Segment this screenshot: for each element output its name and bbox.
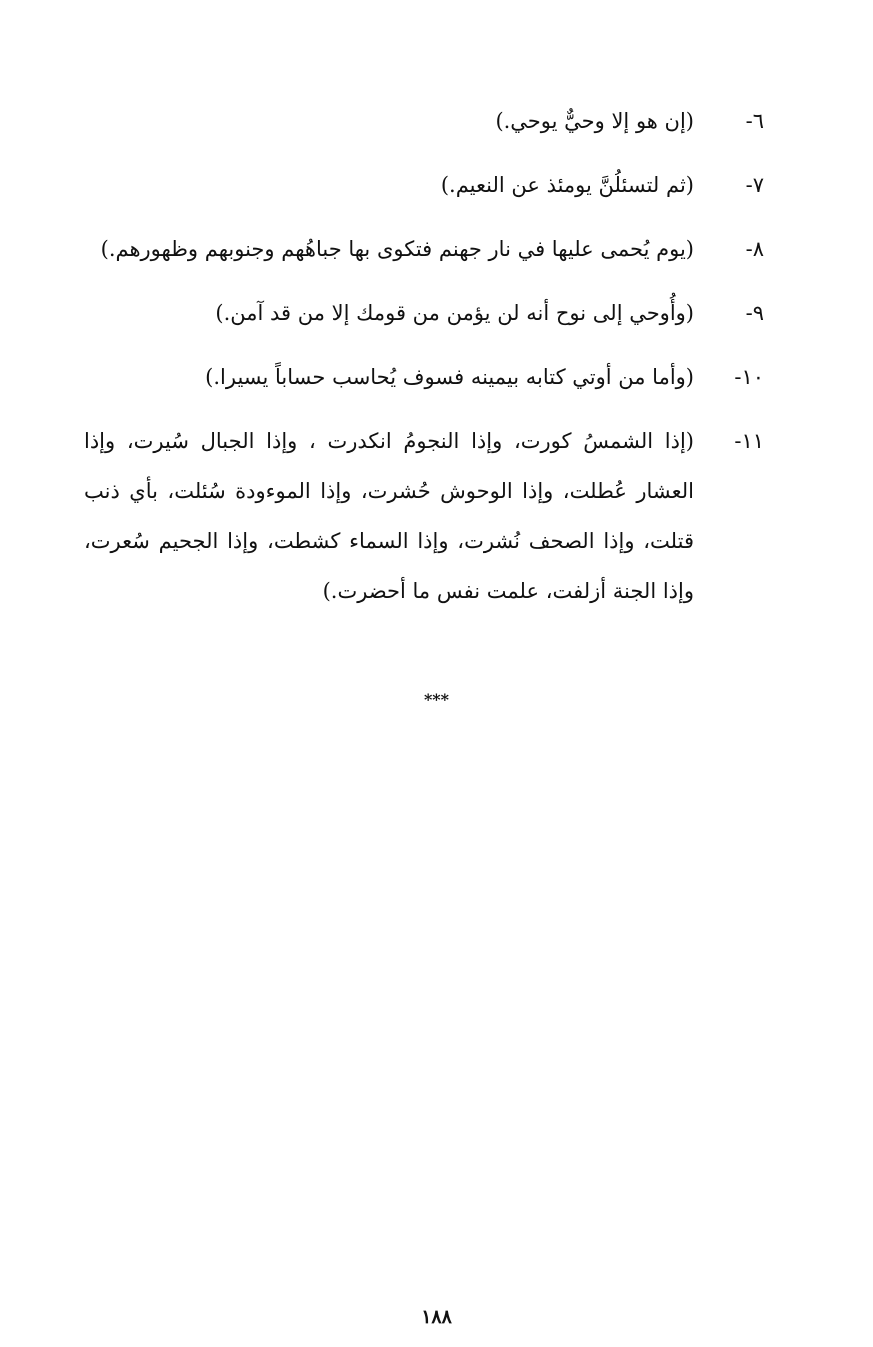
list-item: [84, 288, 764, 338]
item-text: (إن هو إلا وحيٌّ يوحي.): [495, 109, 694, 133]
item-text: (إذا الشمسُ كورت، وإذا النجومُ انكدرت ، وإذا الجبال سُيرت، وإذا العشار عُطلت، وإذا الوحوش حُشرت، وإذا الموءودة سُئلت، بأي ذنب قتلت، وإذا الصحف نُشرت، وإذا السماء كشطت، وإذا الجحيم سُعرت، وإذا الجنة أزلفت، علمت نفس ما أحضرت.): [84, 429, 694, 603]
list-item: [84, 352, 764, 402]
verse-list: [84, 96, 764, 630]
item-number: ٧-: [745, 173, 764, 197]
item-text: (وأما من أوتي كتابه بيمينه فسوف يُحاسب حساباً يسيرا.): [205, 365, 694, 389]
list-item: [84, 96, 764, 146]
item-number: ١١-: [734, 429, 764, 453]
list-item: [84, 224, 764, 274]
page-number: ١٨٨: [421, 1306, 452, 1328]
item-number: ١٠-: [734, 365, 764, 389]
item-number: ٩-: [745, 301, 764, 325]
item-number: ٦-: [745, 109, 764, 133]
item-text: (ثم لتسئلُنَّ يومئذ عن النعيم.): [440, 173, 694, 197]
list-item: [84, 160, 764, 210]
section-divider: ***: [423, 690, 450, 709]
item-text: (وأُوحي إلى نوح أنه لن يؤمن من قومك إلا من قد آمن.): [215, 301, 694, 325]
list-item: [84, 416, 764, 616]
item-number: ٨-: [745, 237, 764, 261]
item-text: (يوم يُحمى عليها في نار جهنم فتكوى بها جباهُهم وجنوبهم وظهورهم.): [100, 237, 694, 261]
